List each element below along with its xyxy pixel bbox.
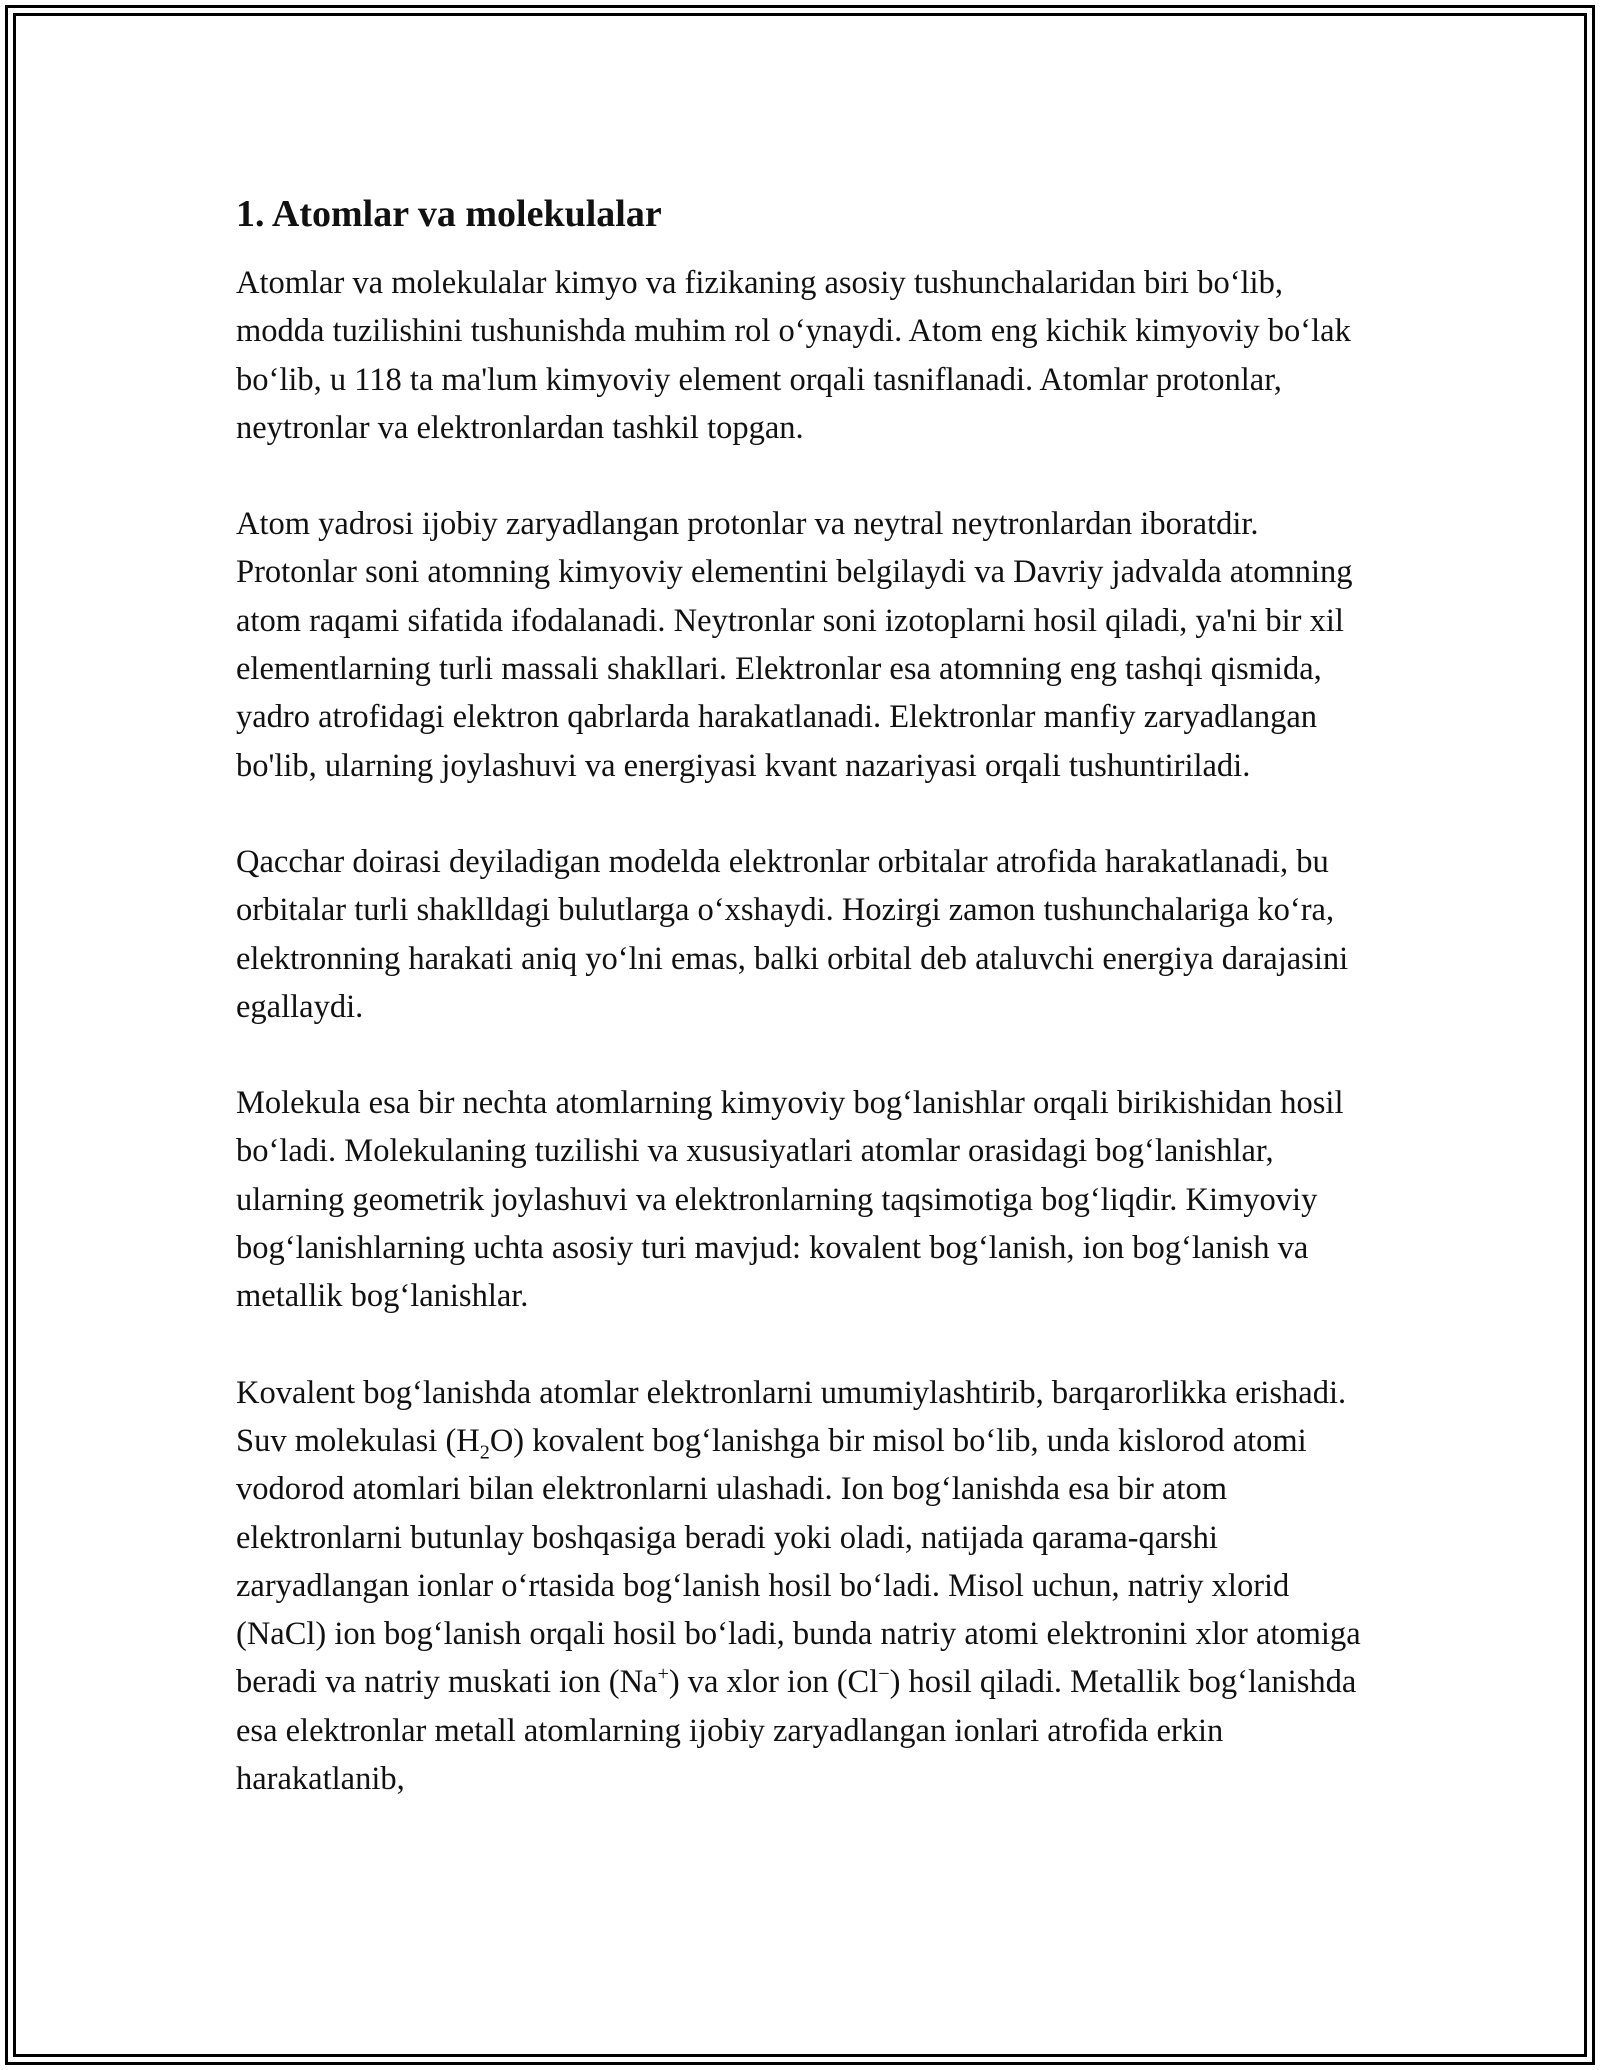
paragraph-molecules bbox=[236, 1079, 1366, 1320]
document-body bbox=[236, 186, 1369, 1803]
paragraph-text: Molekula esa bir nechta atomlarning kimyoviy bogʻlanishlar orqali birikishidan hosil boʻladi. Molekulaning tuzilishi va xususiyatlari atomlar orasidagi bogʻlanishlar, ularning geometrik joylashuvi va elektronlarning taqsimotiga bogʻliqdir. Kimyoviy bogʻlanishlarning uchta asosiy turi mavjud: kovalent bogʻlanish, ion bogʻlanish va metallik bogʻlanishlar. bbox=[236, 1085, 1352, 1315]
superscript-minus: − bbox=[878, 1663, 890, 1686]
paragraph-text: O) kovalent bogʻlanishga bir misol boʻlib, unda kislorod atomi vodorod atomlari bilan elektronlarni ulashadi. Ion bogʻlanishda esa bir atom elektronlarni butunlay boshqasiga beradi yoki oladi, natijada qarama-qarshi zaryadlangan ionlar oʻrtasida bogʻlanish hosil boʻladi. Misol uchun, natriy xlorid (NaCl) ion bogʻlanish orqali hosil boʻladi, bunda natriy atomi elektronini xlor atomiga beradi va natriy muskati ion (Na bbox=[236, 1422, 1369, 1701]
paragraph-text: ) va xlor ion (Cl bbox=[668, 1664, 879, 1701]
paragraph-bond-types bbox=[236, 1369, 1369, 1804]
superscript-plus: + bbox=[657, 1663, 669, 1686]
paragraph-atoms-intro bbox=[236, 259, 1366, 452]
paragraph-text: Qacchar doirasi deyiladigan modelda elektronlar orbitalar atrofida harakatlanadi, bu orbitalar turli shaklldagi bulutlarga oʻxshaydi. Hozirgi zamon tushunchalariga koʻra, elektronning harakati aniq yoʻlni emas, balki orbital deb ataluvchi energiya darajasini egallaydi. bbox=[236, 843, 1357, 1025]
paragraph-orbitals bbox=[236, 838, 1366, 1031]
paragraph-text: Atom yadrosi ijobiy zaryadlangan protonlar va neytral neytronlardan iboratdir. Protonlar soni atomning kimyoviy elementini belgilaydi va Davriy jadvalda atomning atom raqami sifatida ifodalanadi. Neytronlar soni izotoplarni hosil qiladi, ya'ni bir xil elementlarning turli massali shakllari. Elektronlar esa atomning eng tashqi qismida, yadro atrofidagi elektron qabrlarda harakatlanadi. Elektronlar manfiy zaryadlangan bo'lib, ularning joylashuvi va energiyasi kvant nazariyasi orqali tushuntiriladi. bbox=[236, 506, 1361, 784]
paragraph-text: Kovalent bogʻlanishda atomlar elektronlarni umumiylashtirib, barqarorlikka erishadi. Suv molekulasi (H bbox=[236, 1374, 1355, 1459]
section-heading: 1. Atomlar va molekulalar bbox=[236, 193, 662, 235]
subscript-2: 2 bbox=[479, 1441, 490, 1464]
paragraph-nucleus bbox=[236, 500, 1366, 790]
paragraph-text: Atomlar va molekulalar kimyo va fizikaning asosiy tushunchalaridan biri boʻlib, modda tuzilishini tushunishda muhim rol oʻynaydi. Atom eng kichik kimyoviy boʻlak boʻlib, u 118 ta ma'lum kimyoviy element orqali tasniflanadi. Atomlar protonlar, neytronlar va elektronlardan tashkil topgan. bbox=[236, 265, 1359, 446]
paragraph-text: ) hosil qiladi. Metallik bogʻlanishda esa elektronlar metall atomlarning ijobiy zaryadlangan ionlari atrofida erkin harakatlanib, bbox=[236, 1664, 1365, 1798]
